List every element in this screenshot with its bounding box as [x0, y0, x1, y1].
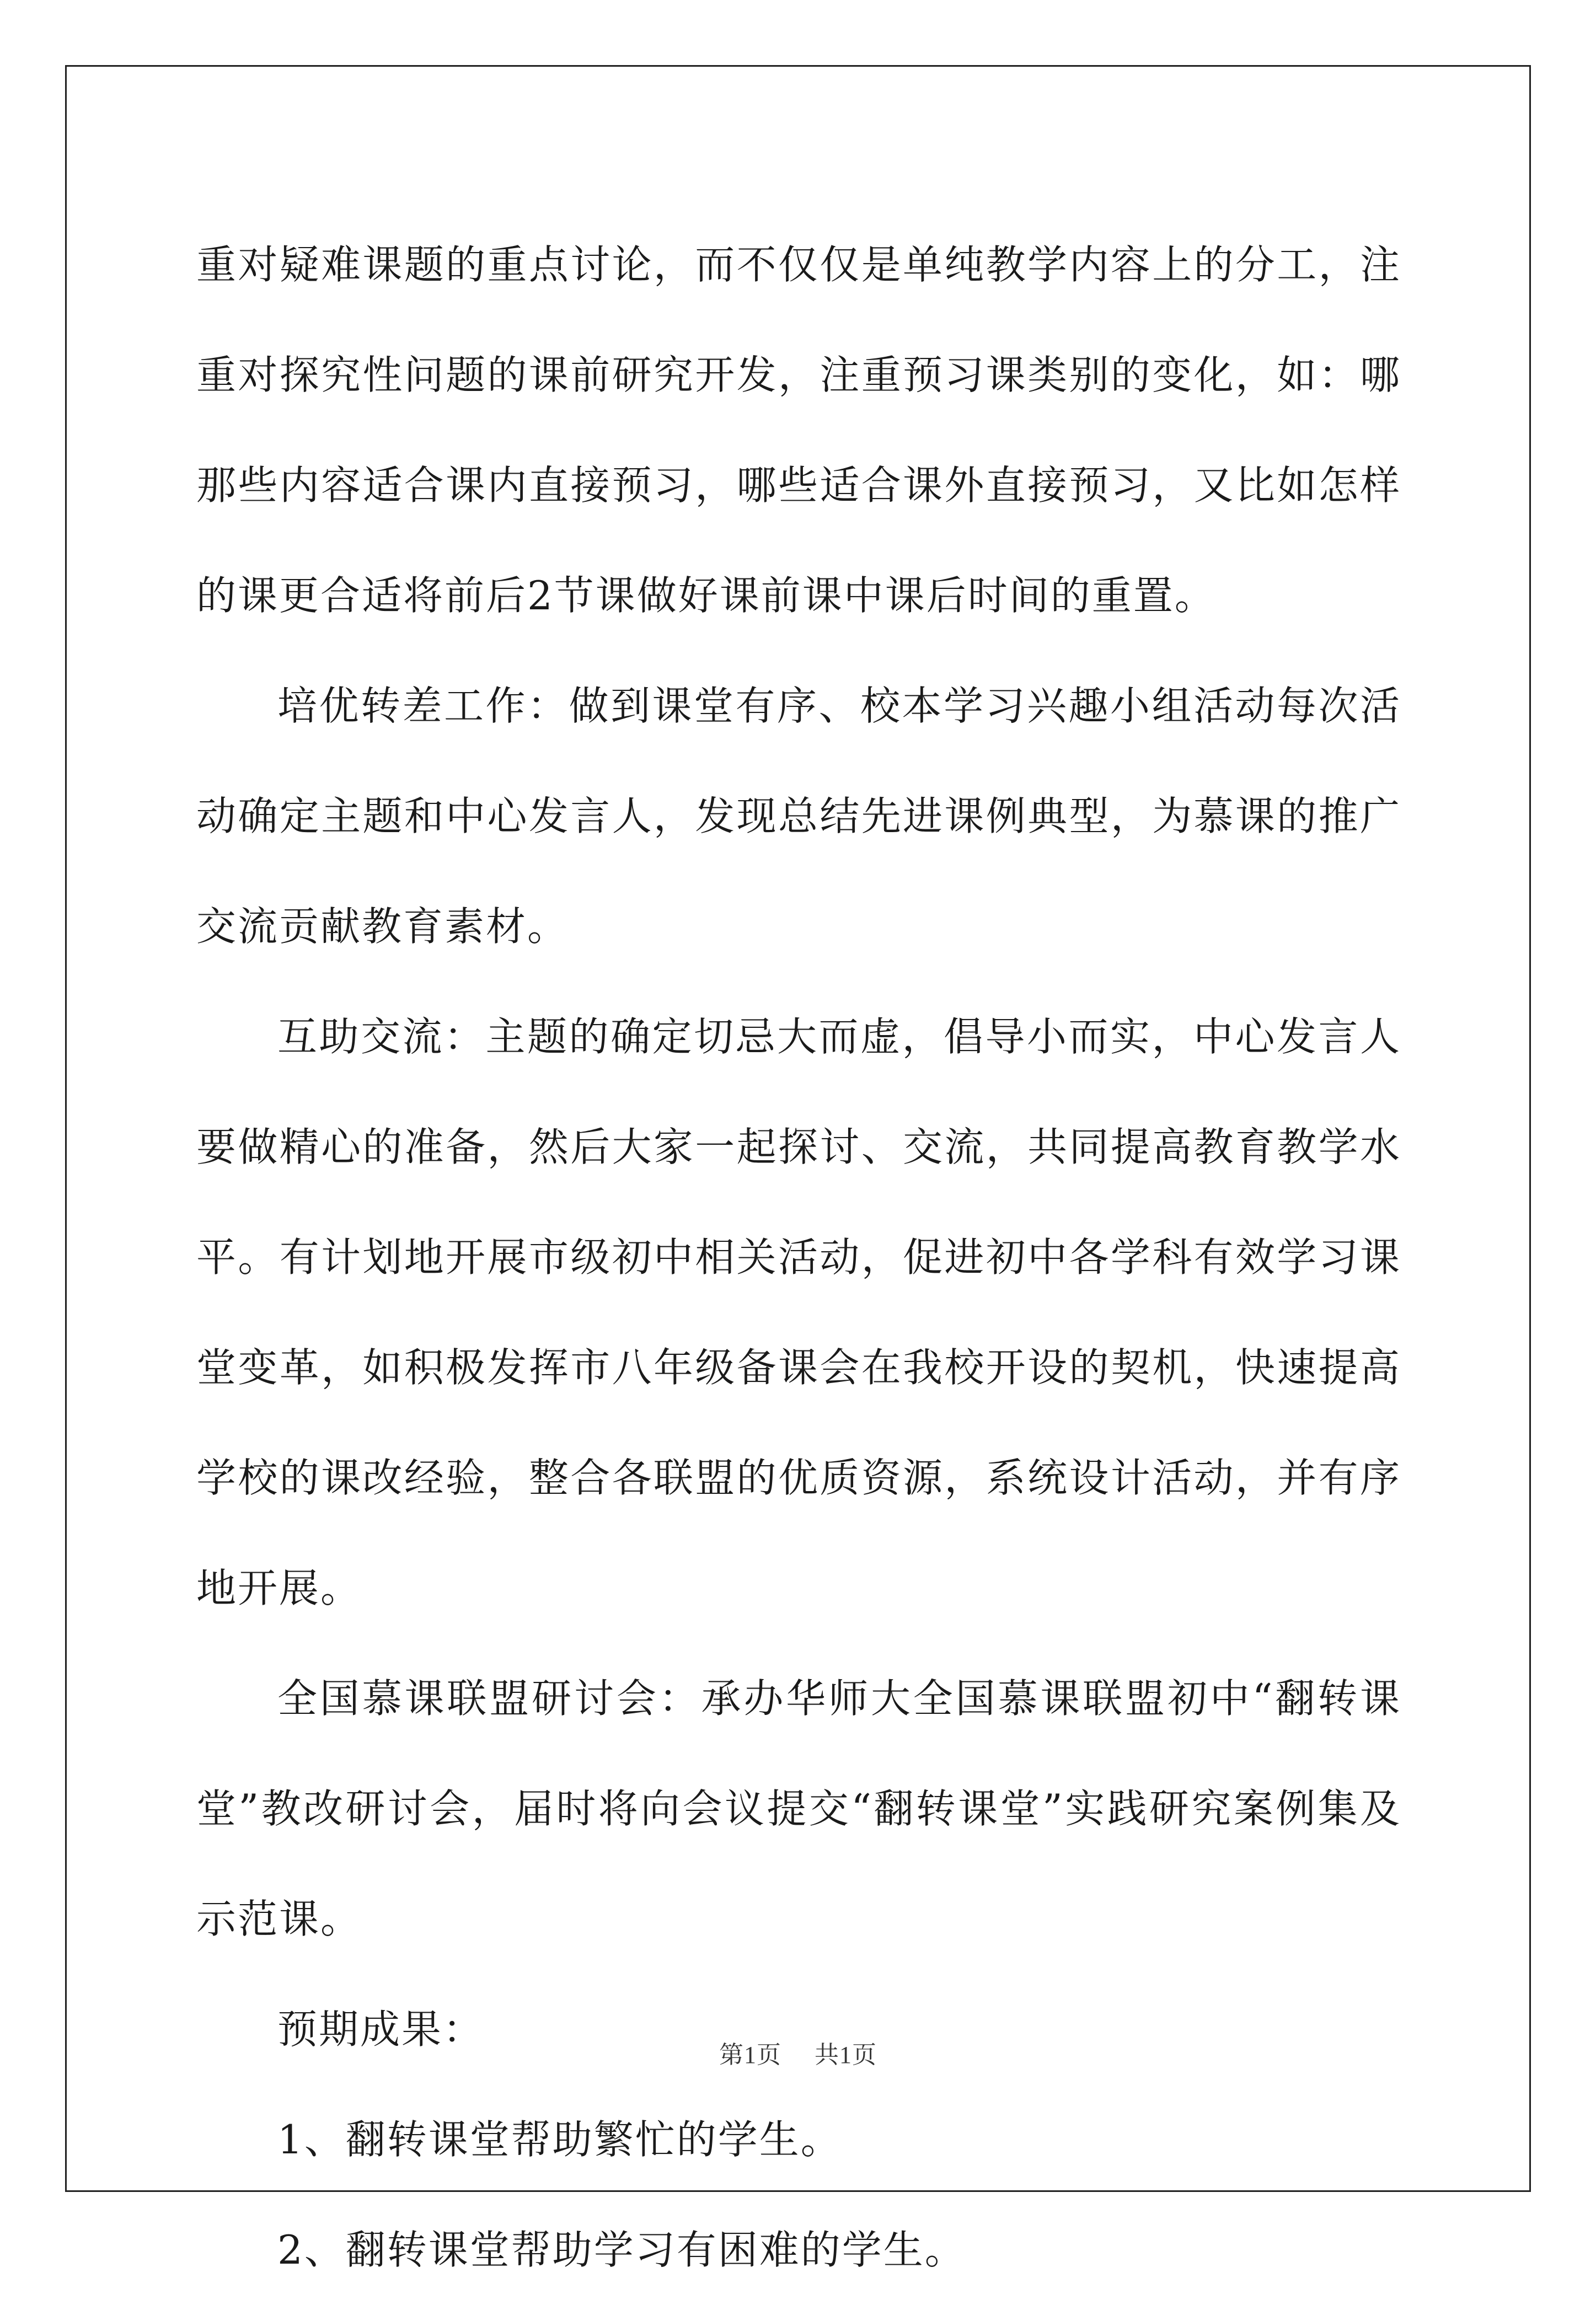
paragraph-5: 预期成果：	[277, 2006, 485, 2052]
paragraph-1: 重对疑难课题的重点讨论，而不仅仅是单纯教学内容上的分工，注重对探究性问题的课前研究开发，注重预习课类别的变化，如：哪那些内容适合课内直接预习，哪些适合课外直接预习，又比如怎样的课更合适将前后2节课做好课前课中课后时间的重置。	[196, 242, 1401, 619]
page-total: 共1页	[815, 2041, 877, 2068]
document-body	[196, 210, 1401, 2305]
paragraph-2: 培优转差工作：做到课堂有序、校本学习兴趣小组活动每次活动确定主题和中心发言人，发现总结先进课例典型，为慕课的推广交流贡献教育素材。	[196, 683, 1401, 950]
page-number: 第1页	[719, 2041, 781, 2068]
page-footer	[0, 2035, 1596, 2070]
paragraph-6: 1、翻转课堂帮助繁忙的学生。	[277, 2116, 842, 2163]
paragraph-7: 2、翻转课堂帮助学习有困难的学生。	[277, 2227, 966, 2273]
paragraph-4: 全国慕课联盟研讨会：承办华师大全国慕课联盟初中“翻转课堂”教改研讨会，届时将向会议提交“翻转课堂”实践研究案例集及示范课。	[196, 1675, 1401, 1942]
paragraph-3: 互助交流：主题的确定切忌大而虚，倡导小而实，中心发言人要做精心的准备，然后大家一起探讨、交流，共同提高教育教学水平。有计划地开展市级初中相关活动，促进初中各学科有效学习课堂变革，如积极发挥市八年级备课会在我校开设的契机，快速提高学校的课改经验，整合各联盟的优质资源，系统设计活动，并有序地开展。	[196, 1014, 1401, 1611]
